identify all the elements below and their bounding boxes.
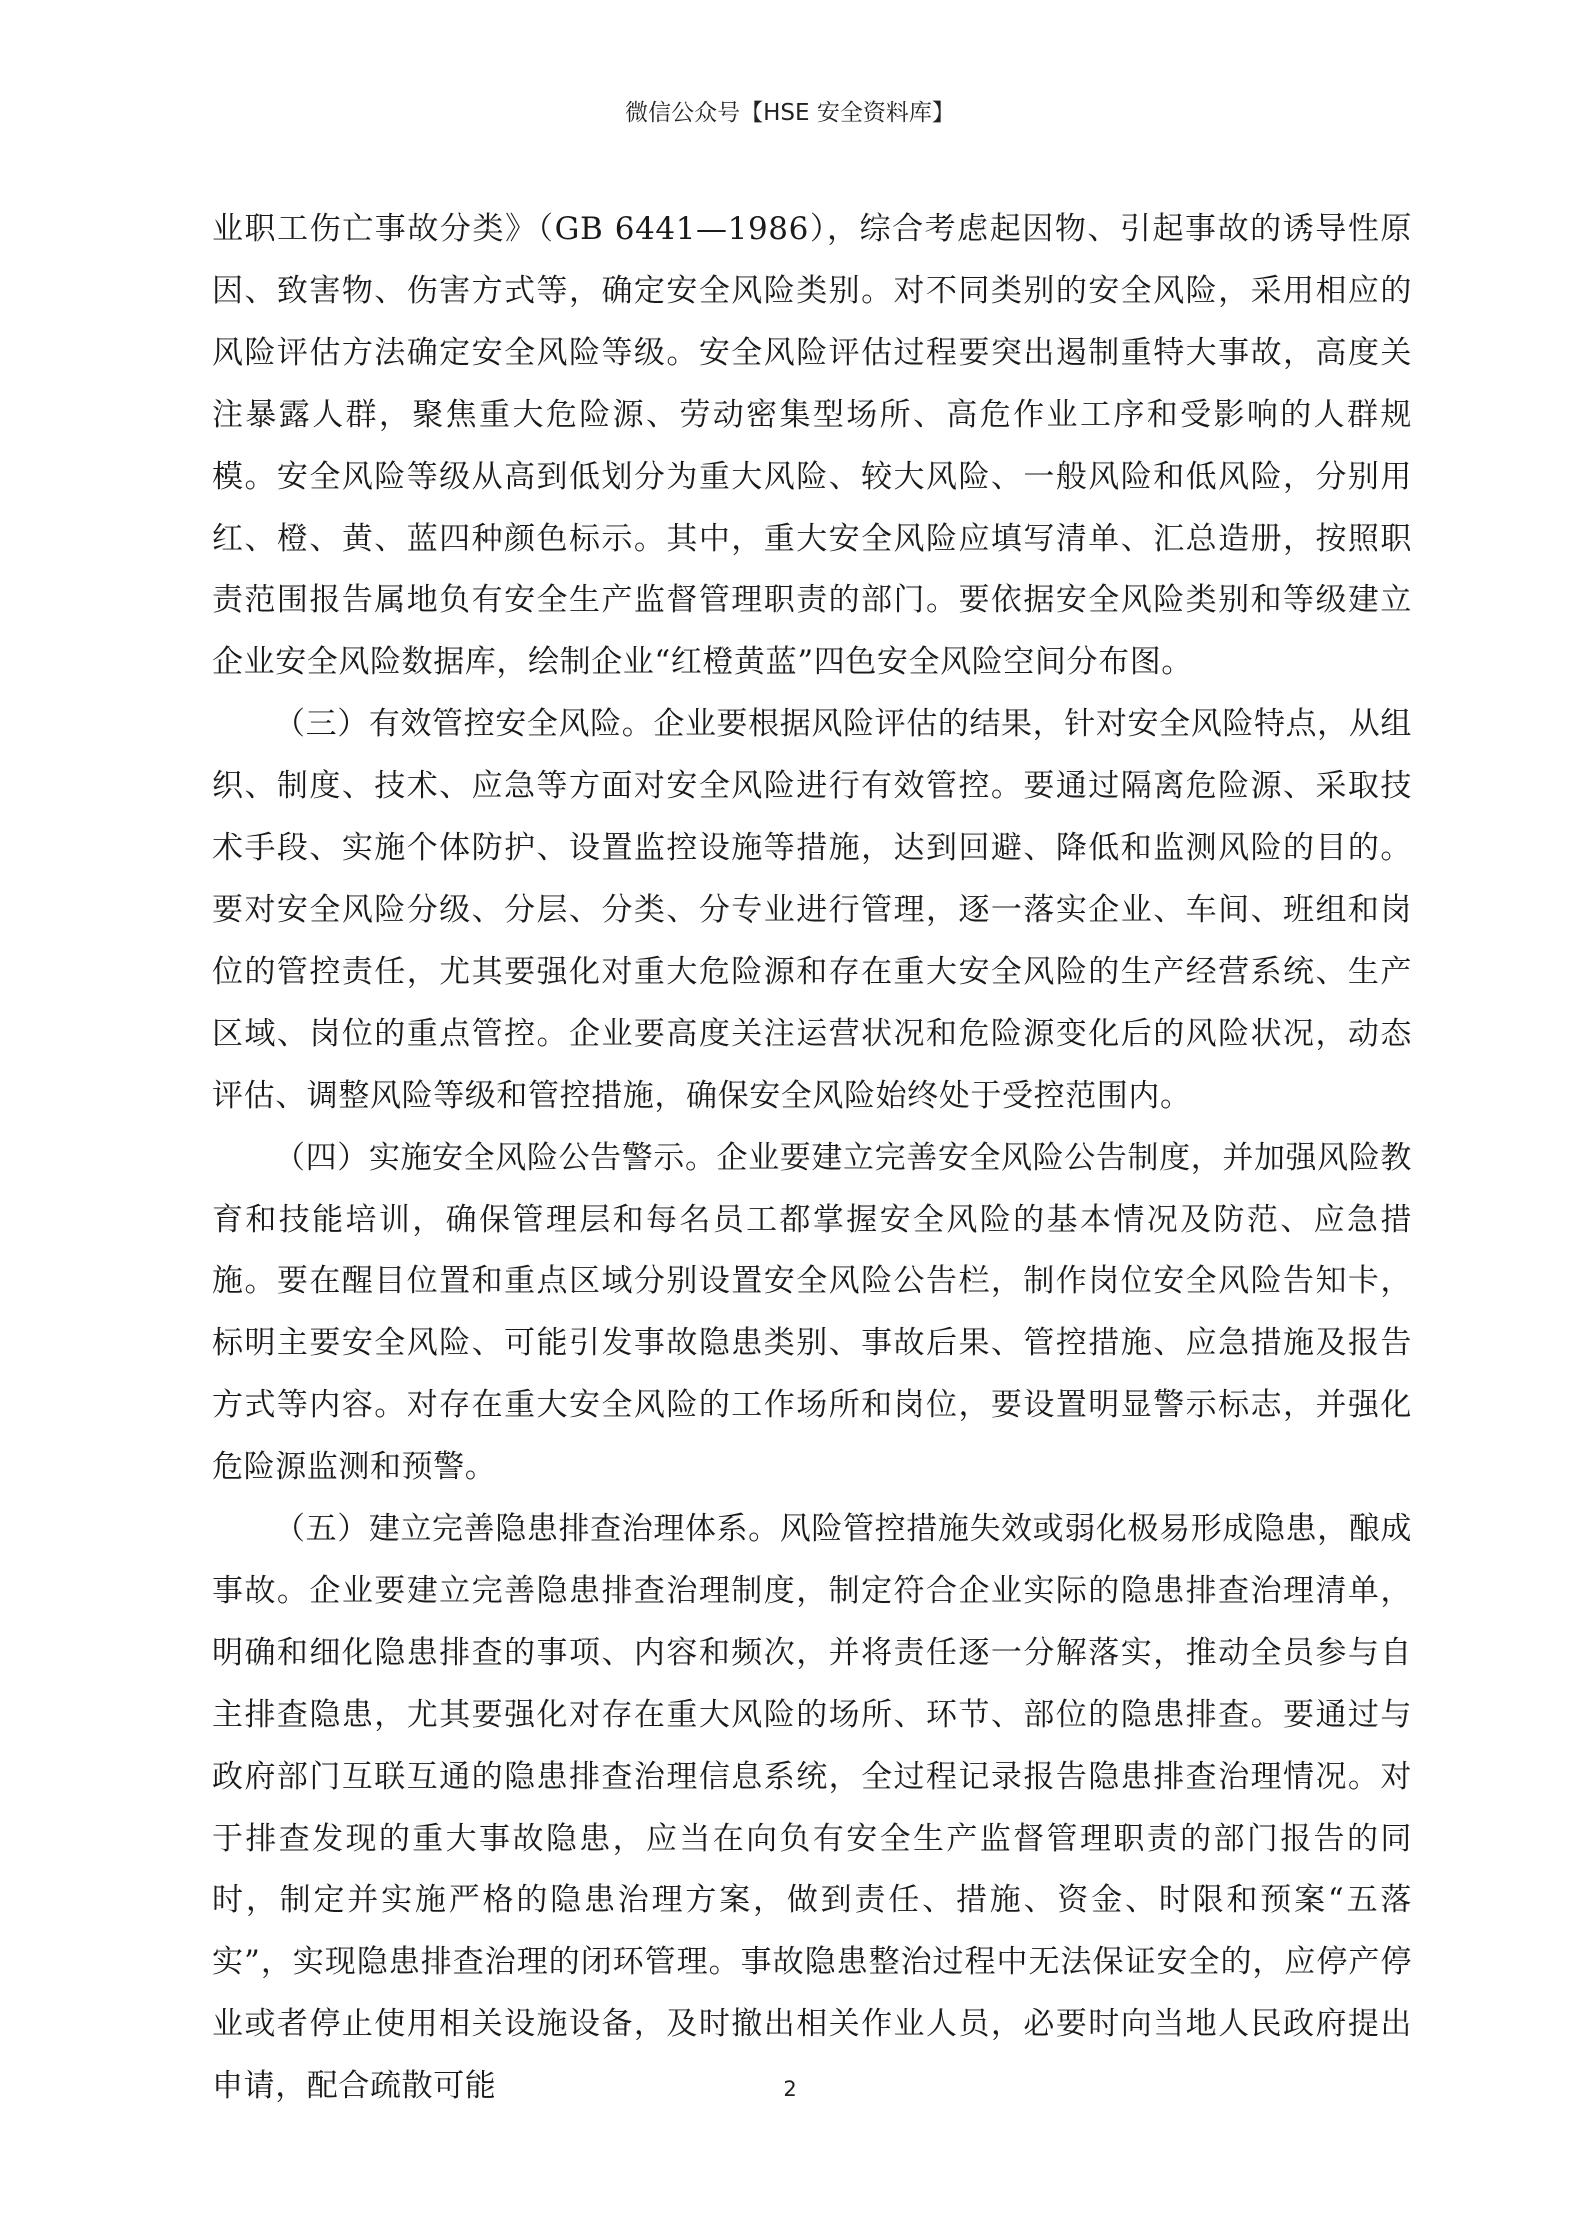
document-body [212,199,1412,2118]
page-number: 2 [783,2077,797,2101]
page-header: 微信公众号【HSE 安全资料库】 [625,100,955,126]
paragraph-continuation: 业职工伤亡事故分类》（GB 6441—1986），综合考虑起因物、引起事故的诱导性原因、致害物、伤害方式等，确定安全风险类别。对不同类别的安全风险，采用相应的风险评估方法确定安全风险等级。安全风险评估过程要突出遏制重特大事故，高度关注暴露人群，聚焦重大危险源、劳动密集型场所、高危作业工序和受影响的人群规模。安全风险等级从高到低划分为重大风险、较大风险、一般风险和低风险，分别用红、橙、黄、蓝四种颜色标示。其中，重大安全风险应填写清单、汇总造册，按照职责范围报告属地负有安全生产监督管理职责的部门。要依据安全风险类别和等级建立企业安全风险数据库，绘制企业“红橙黄蓝”四色安全风险空间分布图。 [212,211,1412,681]
paragraph-section-5: （五）建立完善隐患排查治理体系。风险管控措施失效或弱化极易形成隐患，酿成事故。企业要建立完善隐患排查治理制度，制定符合企业实际的隐患排查治理清单，明确和细化隐患排查的事项、内容和频次，并将责任逐一分解落实，推动全员参与自主排查隐患，尤其要强化对存在重大风险的场所、环节、部位的隐患排查。要通过与政府部门互联互通的隐患排查治理信息系统，全过程记录报告隐患排查治理情况。对于排查发现的重大事故隐患，应当在向负有安全生产监督管理职责的部门报告的同时，制定并实施严格的隐患治理方案，做到责任、措施、资金、时限和预案“五落实”，实现隐患排查治理的闭环管理。事故隐患整治过程中无法保证安全的，应停产停业或者停止使用相关设施设备，及时撤出相关作业人员，必要时向当地人民政府提出申请，配合疏散可能 [212,1511,1412,2105]
paragraph-section-4: （四）实施安全风险公告警示。企业要建立完善安全风险公告制度，并加强风险教育和技能培训，确保管理层和每名员工都掌握安全风险的基本情况及防范、应急措施。要在醒目位置和重点区域分别设置安全风险公告栏，制作岗位安全风险告知卡，标明主要安全风险、可能引发事故隐患类别、事故后果、管控措施、应急措施及报告方式等内容。对存在重大安全风险的工作场所和岗位，要设置明显警示标志，并强化危险源监测和预警。 [212,1139,1412,1486]
paragraph-section-3: （三）有效管控安全风险。企业要根据风险评估的结果，针对安全风险特点，从组织、制度、技术、应急等方面对安全风险进行有效管控。要通过隔离危险源、采取技术手段、实施个体防护、设置监控设施等措施，达到回避、降低和监测风险的目的。要对安全风险分级、分层、分类、分专业进行管理，逐一落实企业、车间、班组和岗位的管控责任，尤其要强化对重大危险源和存在重大安全风险的生产经营系统、生产区域、岗位的重点管控。企业要高度关注运营状况和危险源变化后的风险状况，动态评估、调整风险等级和管控措施，确保安全风险始终处于受控范围内。 [212,706,1412,1114]
